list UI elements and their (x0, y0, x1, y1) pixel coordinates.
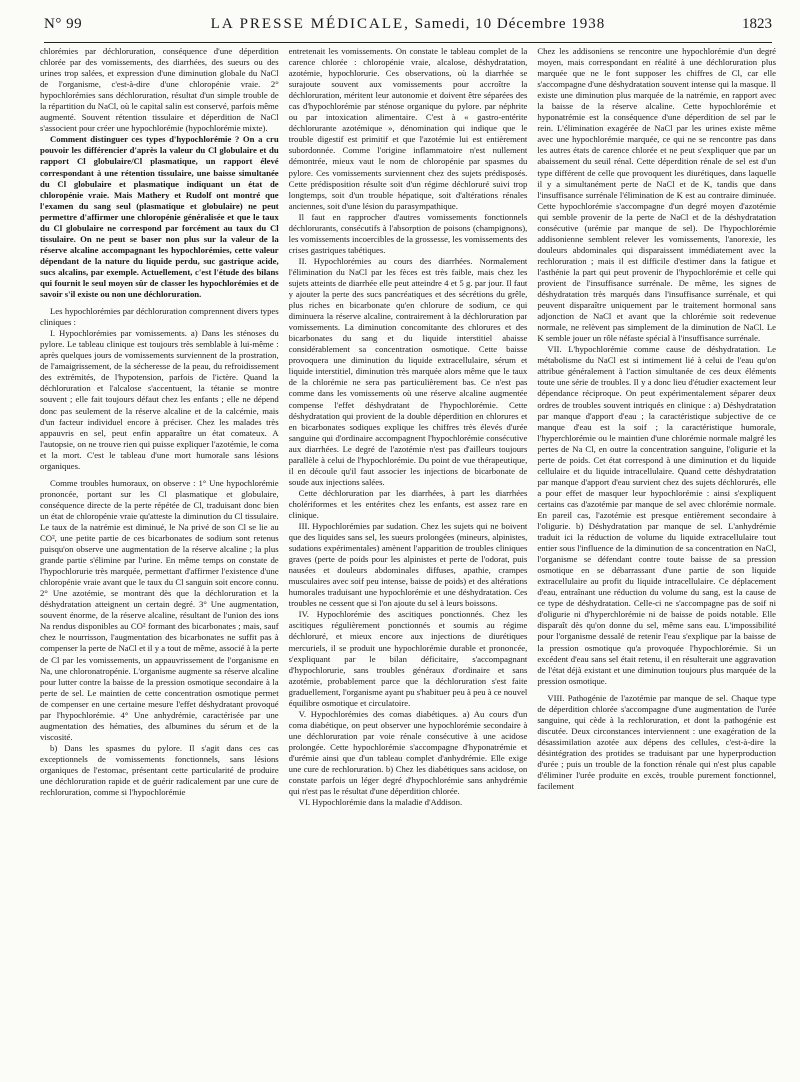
paragraph: II. Hypochlorémies au cours des diarrhées. Normalement l'élimination du NaCl par les fèces est très faible, mais chez les sujets atteints de diarrhée elle peut atteindre 4 et 5 g. par jour. Il faut y ajouter la perte des sucs pancréatiques et des sécrétions du grêle, plus riches en bicarbonate qu'en chlorure de sodium, ce qui diminuera la réserve alcaline, contrairement à la déchloruration par vomissements. La diminution concomitante des chlorures et des bicarbonates du sang et du liquide interstitiel abaisse considérablement sa concentration osmotique. Cette baisse provoquera une diminution du liquide extracellulaire, sérum et liquide interstitiel, diminution très marquée alors même que le taux de la chlorémie ne sera pas particulièrement bas. Ce n'est pas comme dans les vomissements où une réserve alcaline augmentée compense l'effet déshydratant de l'hypochlorémie. Cette déshydratation qui provient de la double déperdition en chlorures et en bicarbonates sodiques explique les chiffres très élevés d'urée sanguine qui d'ordinaire accompagnent l'hypochlorémie consécutive aux diarrhées. Le degré de l'azotémie n'est pas d'ailleurs toujours parallèle à celui de l'hypochlorémie. Du point de vue thérapeutique, il en découle qu'il faut associer les injections de bicarbonate de soude aux injections salées. (288, 255, 528, 487)
journal-title: LA PRESSE MÉDICALE, (210, 16, 410, 32)
paragraph: chlorémies par déchloruration, conséquence d'une déperdition chlorée par des vomissements, des diarrhées, des sueurs ou des urines trop salées, et expression d'une diminution globale du NaCl de l'organisme, c'est-à-dire d'une chloropénie vraie. 2° hypochlorémies sans déchloruration, résultat d'un simple trouble de la répartition du NaCl, où le capital salin est conservé, parfois même augmenté. Souvent rétention tissulaire et déperdition de NaCl s'associent pour créer une hypochlorémie (hypochlorémie mixte). (40, 46, 279, 134)
section-intro: Les hypochlorémies par déchloruration comprennent divers types cliniques : (40, 306, 279, 328)
column-2 (289, 46, 528, 1074)
paragraph: Chez les addisoniens se rencontre une hypochlorémie d'un degré moyen, mais correspondant en réalité à une déchloruration plus marquée que ne le font supposer les chiffres de Cl, car elle s'accompagne d'une déshydratation souvent intense qui la masque. Il existe une diminution plus marquée de la natrémie, en rapport avec la baisse de la réserve alcaline. Cette hypochlorémie et hyponatrémie est la conséquence d'une déperdition de sel par le rein. L'élimination exagérée de NaCl par les urines existe même avec une hypochlorémie marquée, ce qui ne se rencontre pas dans les autres états de carence chlorée et ne peut s'expliquer que par un abaissement du seuil rénal. Cette déperdition rénale de sel est d'un type différent de celle que provoquent les diurétiques, dans laquelle il y a simultanément perte de NaCl et de K, tandis que dans l'insuffisance surrénale l'élimination de K est au contraire diminuée. Cette hypochlorémie s'accompagne d'un degré moyen d'azotémie qui semble provenir de la perte de NaCl et de la déshydratation consécutive (urémie par manque de sel). De l'hypochlorémie addisonienne semblent relever les vomissements, l'anorexie, les douleurs abdominales qui disparaissent immédiatement avec la rechloruration ; mais il est difficile d'estimer dans la fatigue et l'asthénie la part qui peut provenir de l'hypochlorémie et celle qui provient de l'insuffisance surrénale. De même, les signes de déshydratation très marqués dans l'insuffisance surrénale, et qui peuvent disparaître uniquement par le traitement hormonal sans adjonction de NaCl et avant que la chlorémie soit redevenue normale, ne relèvent pas simplement de la diminution de NaCl. Le K semble jouer un rôle néfaste spécial à l'insuffisance surrénale. (537, 46, 777, 344)
column-3 (537, 46, 776, 1074)
issue-number: N° 99 (44, 16, 83, 32)
column-1 (40, 46, 279, 1074)
paragraph: b) Dans les spasmes du pylore. Il s'agit dans ces cas exceptionnels de vomissements fonctionnels, sans lésions organiques de l'estomac, présentant cette particularité de produire une déchloruration rapide et de guérir radicalement par une cure de rechloruration, comme si l'hypochlorémie (40, 742, 279, 798)
paragraph: VIII. Pathogénie de l'azotémie par manque de sel. Chaque type de déperdition chlorée s'accompagne d'une augmentation de l'urée sanguine, qui cède à la rechloruration, et dont la pathogénie est discutée. Deux circonstances interviennent : une exagération de la désassimilation azotée aux dépens des cellules, c'est-à-dire la désintégration des protides se traduisant par une hyperproduction d'urée ; puis un trouble de la fonction rénale qui n'est plus capable d'éliminer l'urée produite en excès, trouble purement fonctionnel, facilement (537, 692, 777, 792)
paragraph: I. Hypochlorémies par vomissements. a) Dans les sténoses du pylore. Le tableau clinique est toujours très semblable à lui-même : après quelques jours de vomissements surviennent de la prostration, de l'amaigrissement, de la sécheresse de la peau, du refroidissement des extrémités, de l'hypotension, parfois de l'ictère. Quand la déchloruration et l'alcalose s'accentuent, la tétanie se montre souvent ; elle fait toujours défaut chez les enfants ; elle ne dépend donc pas seulement de la réserve alcaline et de la calcémie, mais d'un facteur individuel encore à préciser. Chez les malades très appauvris en sel, peut enfin apparaître un état comateux. A l'autopsie, on ne trouve rien qui puisse expliquer l'azotémie, le coma et la mort. C'est le tableau d'une mort humorale sans lésions organiques. (40, 328, 279, 471)
paragraph: Comment distinguer ces types d'hypochlorémie ? On a cru pouvoir les différencier d'après la valeur du Cl globulaire et du rapport Cl globulaire/Cl plasmatique, un rapport élevé correspondant à une rétention tissulaire, une baisse simultanée du Cl globulaire et plasmatique indiquant un état de chloropénie vraie. Mais Mathery et Rudolf ont montré que l'examen du sang seul (plasmatique et globulaire) ne peut permettre d'affirmer une chloropénie généralisée et que le taux du Cl globulaire ne correspond par forcément au taux du Cl tissulaire. On ne peut se baser non plus sur la valeur de la réserve alcaline accompagnant les hypochlorémies, cette valeur dépendant de la nature du liquide perdu, suc gastrique acide, sucs alcalins, par exemple. Actuellement, c'est l'étude des bilans qui fournit le seul moyen sûr de classer les hypochlorémies et de savoir s'il existe ou non une déchloruration. (40, 134, 279, 300)
section-heading: VI. Hypochlorémie dans la maladie d'Addison. (298, 797, 463, 808)
paragraph: Comme troubles humoraux, on observe : 1° Une hypochlorémie prononcée, portant sur les Cl plasmatique et globulaire, conséquence directe de la perte répétée de Cl, traduisant donc bien un état de chloropénie vraie qu'atteste la diminution du Cl tissulaire. Le taux de la natrémie est diminué, le Na privé de son Cl se lie au CO², une petite partie de ces bicarbonates de sodium sont retenus puisqu'on observe une augmentation de la réserve alcaline ; la plus grande partie s'élimine par l'urine. En même temps on constate de l'hypochlorurie très marquée, permettant d'affirmer l'existence d'une chloropénie vraie avant que le taux du Cl sanguin soit encore connu. 2° Une azotémie, se montrant dès que la déchloruration et la déshydratation atteignent un certain degré. 3° Une augmentation, souvent énorme, de la réserve alcaline, résultant de l'union des ions Na rendus disponibles au CO² formant des bicarbonates ; mais, sauf chez le nourrisson, l'augmentation des bicarbonates ne suffit pas à compenser la perte de NaCl et il y a tout de même, associé à la perte de Cl par les vomissements, un appauvrissement de l'organisme en Na, une chloronatropénie. L'organisme augmente sa réserve alcaline pour lutter contre la baisse de la pression osmotique secondaire à la perte de sel. Le maintien de cette concentration osmotique permet de compenser en une certaine mesure l'effet déshydratant provoqué par l'hypochlorémie. 4° Une anhydrémie, caractérisée par une augmentation des hématies, des albumines du sérum et de la viscosité. (40, 477, 279, 742)
paragraph: Cette déchloruration par les diarrhées, à part les diarrhées cholériformes et les entérites chez les enfants, est assez rare en clinique. (288, 487, 528, 520)
paragraph: VII. L'hypochlorémie comme cause de déshydratation. Le métabolisme du NaCl est si intimement lié à celui de l'eau qu'on attribue généralement à l'action simultanée de ces deux éléments toute une série de troubles. Il y a donc lieu d'étudier exactement leur dépendance réciproque. On peut expérimentalement séparer deux ordres de troubles souvent intriqués en clinique : a) Déshydratation par manque d'apport d'eau ; la caractéristique subjective de ce manque d'eau est la soif ; la caractéristique humorale, l'hyperchlorémie ou le maintien d'une chlorémie normale malgré les pertes de Na Cl, en outre la concentration sanguine, l'oligurie et la perte de poids. Cet état correspond à une diminution et du liquide cellulaire et du liquide intracellulaire. Quand cette déshydratation par manque d'apport d'eau survient chez des sujets déchlorurés, elle a pour effet de masquer leur hypochlorémie : ainsi s'expliquent certains cas d'azotémie par manque de sel avec chlorémie normale. En pareil cas, l'azotémie est presque entièrement secondaire à l'oligurie. b) Déshydratation par manque de sel. L'anhydrémie traduit ici la réduction de volume du liquide extracellulaire tout entier sous l'influence de la diminution de sa concentration en NaCl, l'organisme se défendant contre toute baisse de sa pression osmotique en se débarrassant d'une partie de son liquide extracellulaire au profit du liquide intracellulaire. Ce déplacement d'eau, entraînant une réduction du volume du sang, est la cause de ce type de déshydratation. Celle-ci ne s'accompagne pas de soif ni d'oligurie ni d'hyperchlorémie ni de baisse de poids notable. Elle disparaît dès qu'on donne du sel, même sans eau. L'impossibilité pour l'organisme dessalé de retenir l'eau s'explique par la baisse de la pression osmotique qu'a provoquée l'hypochlorémie. Si un excédent d'eau sans sel était retenu, il en résulterait une aggravation de l'état déjà existant et une diminution toujours plus marquée de la pression osmotique. (537, 344, 777, 686)
page-header (44, 16, 772, 43)
paragraph: IV. Hypochlorémie des ascitiques ponctionnés. Chez les ascitiques régulièrement ponctionnés et soumis au régime déchloruré, et mieux encore aux injections de diurétiques mercuriels, il se produit une hypochlorémie durable et prononcée, s'expliquant par le bilan déficitaire, s'accompagnant d'hypochlorurie, sans troubles généraux d'ordinaire et sans azotémie, probablement parce que la déchloruration s'est faite graduellement, l'organisme ayant pu s'habituer peu à peu à ce nouvel équilibre osmotique et circulatoire. (288, 609, 528, 708)
paragraph: entretenait les vomissements. On constate le tableau complet de la carence chlorée : chloropénie vraie, alcalose, déshydratation, azotémie, hypochlorurie. Ces observations, où la diarrhée se surajoute souvent aux vomissements pour accroître la déchloruration, méritent leur autonomie et doivent être séparées des cas d'hypochlorémie par sténose organique du pylore. par néphrite ou par intoxication alimentaire. C'est à « gastro-entérite déchlorurante azotémique », dénomination qui indique que le trouble digestif est primitif et que l'azotémie lui est entièrement subordonnée. Comme l'origine inflammatoire n'est nullement démontrée, mieux vaut le nom de chloropénie par spasmes du pylore. Ces vomissements surviennent chez des sujets prédisposés. Cette prédisposition résulte soit d'un régime déchloruré suivi trop longtemps, soit d'un trouble hépatique, soit d'altérations rénales anciennes, soit d'une lésion du parasympathique. (288, 46, 528, 211)
paragraph: V. Hypochlorémies des comas diabétiques. a) Au cours d'un coma diabétique, on peut observer une hypochlorémie secondaire à une déchloruration par voie rénale consécutive à une acidose prolongée. Cette hypochlorémie s'accompagne d'hyponatrémie et d'urémie ainsi que d'un tableau complet d'anhydrémie. Elle exige une cure de rechloruration. b) Chez les diabétiques sans acidose, on constate parfois un léger degré d'hypochlorémie sans anhydrémie qui n'est pas le résultat d'une déperdition chlorée. (288, 708, 528, 797)
paragraph: Il faut en rapprocher d'autres vomissements fonctionnels déchlorurants, consécutifs à l'absorption de poisons (champignons), les vomissements incoercibles de la grossesse, les vomissements des crises gastriques tabétiques. (288, 211, 528, 255)
issue-date: Samedi, 10 Décembre 1938 (414, 16, 606, 32)
page-number: 1823 (742, 16, 772, 32)
journal-title-line (134, 16, 682, 33)
paragraph: III. Hypochlorémies par sudation. Chez les sujets qui ne boivent que des liquides sans sel, les sueurs prolongées (mineurs, alpinistes, sudations expérimentales) amènent l'apparition de troubles cliniques graves (perte de poids pour les alpinistes et perte de l'odorat, puis nausées et douleurs abdominales diffuses, apathie, crampes musculaires avec soif peu intense, baisse de poids) et des altérations humorales traduisant une hypochlorémie et une déshydratation. Ces troubles ne cessent que si l'on ajoute du sel à leurs boissons. (288, 521, 528, 609)
text-columns (40, 46, 776, 1074)
